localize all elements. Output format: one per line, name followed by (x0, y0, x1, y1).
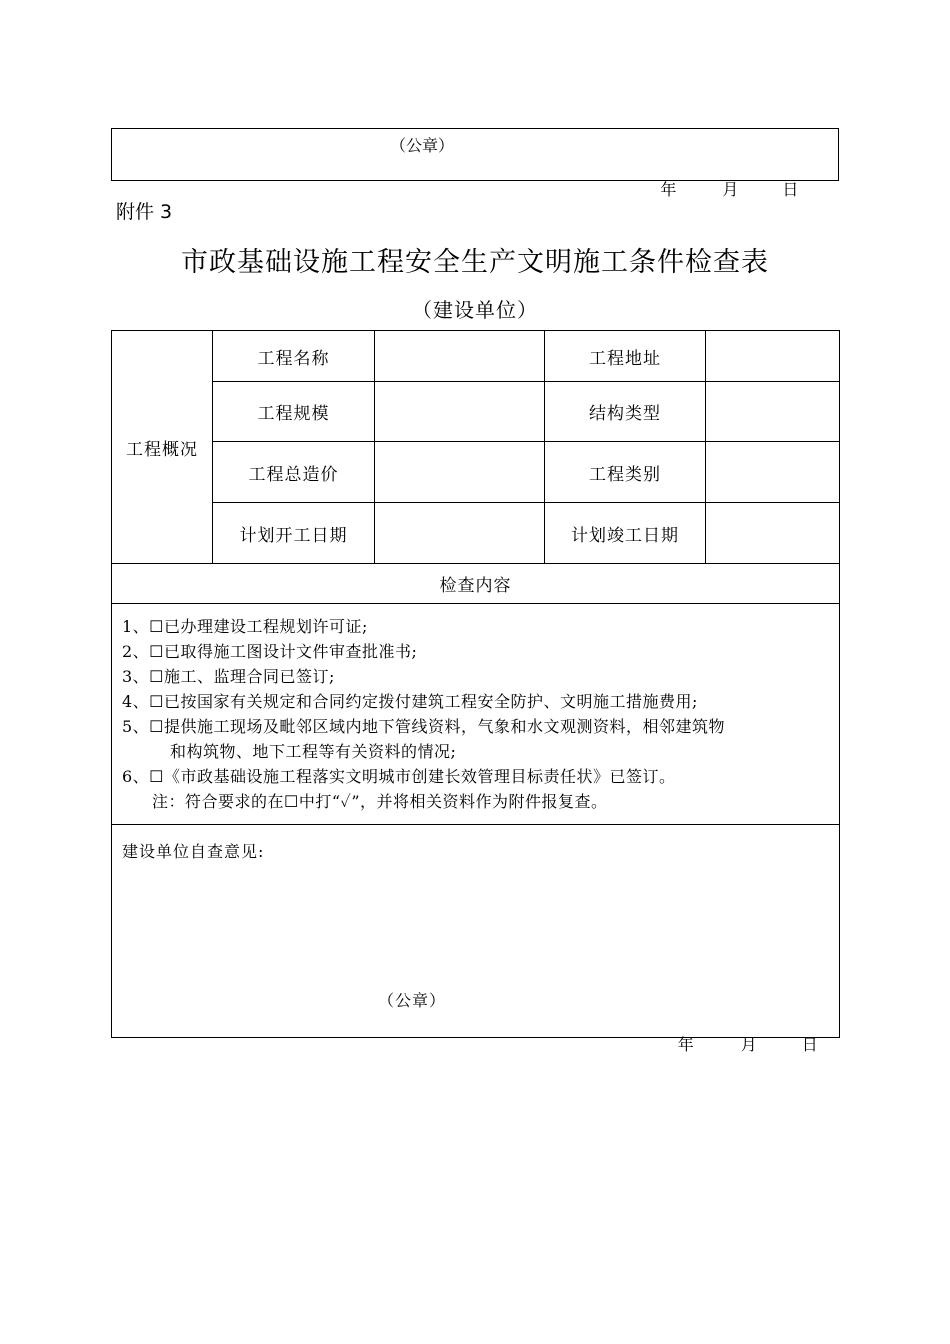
project-address-label: 工程地址 (545, 331, 706, 382)
total-cost-label: 工程总造价 (213, 442, 375, 503)
inspection-item-5-continued: 和构筑物、地下工程等有关资料的情况; (170, 742, 457, 761)
self-check-date-line (629, 1013, 819, 1074)
planned-start-field[interactable] (375, 503, 545, 564)
top-seal-box (111, 128, 839, 199)
project-name-label: 工程名称 (213, 331, 375, 382)
inspection-item-6: 6、☐《市政基础设施工程落实文明城市创建长效管理目标责任状》已签订。 (122, 767, 676, 786)
self-check-opinion-cell[interactable] (112, 825, 840, 1054)
inspection-content-header: 检查内容 (112, 564, 840, 604)
inspection-note: 注：符合要求的在☐中打“✓”，并将相关资料作为附件报复查。 (152, 792, 608, 811)
self-check-opinion-label: 建设单位自查意见: (122, 842, 265, 861)
inspection-item-2: 2、☐已取得施工图设计文件审查批准书; (122, 642, 418, 661)
planned-start-label: 计划开工日期 (213, 503, 375, 564)
inspection-form-table (111, 330, 840, 1054)
project-category-field[interactable] (706, 442, 840, 503)
project-address-field[interactable] (706, 331, 840, 382)
total-cost-field[interactable] (375, 442, 545, 503)
project-scale-label: 工程规模 (213, 382, 375, 442)
overview-section-label: 工程概况 (112, 331, 213, 564)
self-check-seal: （公章） (378, 991, 447, 1010)
top-date-line (640, 158, 798, 219)
project-name-field[interactable] (375, 331, 545, 382)
self-check-date-day: 日 (801, 1035, 819, 1054)
project-category-label: 工程类别 (545, 442, 706, 503)
inspection-item-3: 3、☐施工、监理合同已签订; (122, 667, 335, 686)
top-date-year: 年 (660, 180, 677, 199)
top-date-day: 日 (782, 180, 799, 199)
inspection-item-4: 4、☐已按国家有关规定和合同约定拨付建筑工程安全防护、文明施工措施费用; (122, 692, 698, 711)
project-scale-field[interactable] (375, 382, 545, 442)
form-title: 市政基础设施工程安全生产文明施工条件检查表 (181, 247, 769, 278)
self-check-date-year: 年 (677, 1035, 695, 1054)
inspection-items (112, 604, 840, 825)
top-seal-text: （公章） (390, 136, 455, 155)
attachment-label: 附件 3 (116, 201, 173, 223)
form-subtitle: （建设单位） (412, 298, 538, 322)
self-check-date-month: 月 (740, 1035, 758, 1054)
structure-type-label: 结构类型 (545, 382, 706, 442)
inspection-item-1: 1、☐已办理建设工程规划许可证; (122, 617, 368, 636)
structure-type-field[interactable] (706, 382, 840, 442)
inspection-item-5: 5、☐提供施工现场及毗邻区域内地下管线资料，气象和水文观测资料，相邻建筑物 (122, 717, 726, 736)
top-date-month: 月 (722, 180, 739, 199)
planned-completion-field[interactable] (706, 503, 840, 564)
planned-completion-label: 计划竣工日期 (545, 503, 706, 564)
